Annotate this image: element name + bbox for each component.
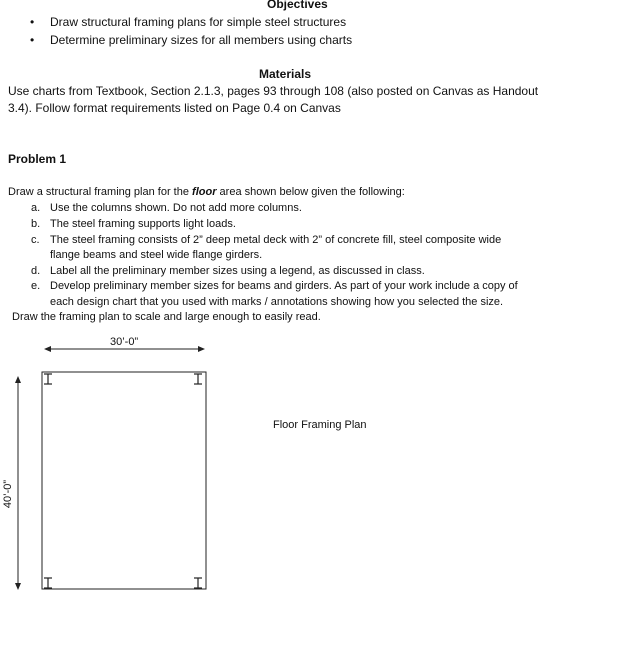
objective-item: Determine preliminary sizes for all members using charts: [50, 33, 353, 47]
problem-closing: Draw the framing plan to scale and large enough to easily read.: [12, 311, 321, 323]
list-letter: b.: [31, 218, 41, 230]
height-dimension-label: 40’-0”: [2, 479, 15, 509]
column-symbol-top-left: [44, 374, 52, 384]
list-item-line: Use the columns shown. Do not add more columns.: [50, 202, 302, 214]
problem-intro-emphasis: floor: [192, 186, 217, 198]
width-dimension-label: 30’-0”: [110, 336, 139, 348]
list-letter: e.: [31, 280, 41, 292]
list-item-line: The steel framing consists of 2” deep metal deck with 2” of concrete fill, steel composite wide: [50, 234, 502, 246]
list-letter: c.: [31, 234, 40, 246]
list-item-line: each design chart that you used with marks / annotations showing how you selected the size.: [50, 296, 504, 308]
objective-item: Draw structural framing plans for simple steel structures: [50, 15, 347, 29]
list-item-line: flange beams and steel wide flange girders.: [50, 249, 263, 261]
problem-title: Problem 1: [8, 152, 67, 166]
problem-intro-after: area shown below given the following:: [216, 186, 405, 198]
arrowhead-up-icon: [15, 376, 21, 383]
list-item-line: The steel framing supports light loads.: [50, 218, 236, 230]
column-symbol-bottom-left: [44, 578, 52, 588]
floor-framing-plan-caption: Floor Framing Plan: [273, 419, 367, 431]
bullet-icon: •: [30, 33, 35, 47]
bullet-icon: •: [30, 15, 35, 29]
arrowhead-left-icon: [44, 346, 51, 352]
arrowhead-down-icon: [15, 583, 21, 590]
arrowhead-right-icon: [198, 346, 205, 352]
column-symbol-bottom-right: [194, 578, 202, 588]
objectives-title: Objectives: [267, 0, 328, 11]
floor-outline: [42, 372, 206, 589]
list-letter: d.: [31, 265, 41, 277]
materials-text-line-2: 3.4). Follow format requirements listed on Page 0.4 on Canvas: [8, 101, 341, 115]
materials-title: Materials: [259, 67, 312, 81]
list-item-line: Label all the preliminary member sizes using a legend, as discussed in class.: [50, 265, 425, 277]
problem-intro-before: Draw a structural framing plan for the: [8, 186, 193, 198]
column-symbol-top-right: [194, 374, 202, 384]
list-item-line: Develop preliminary member sizes for beams and girders. As part of your work include a copy of: [50, 280, 518, 292]
list-letter: a.: [31, 202, 41, 214]
materials-text-line-1: Use charts from Textbook, Section 2.1.3, pages 93 through 108 (also posted on Canvas as Handout: [8, 84, 539, 98]
